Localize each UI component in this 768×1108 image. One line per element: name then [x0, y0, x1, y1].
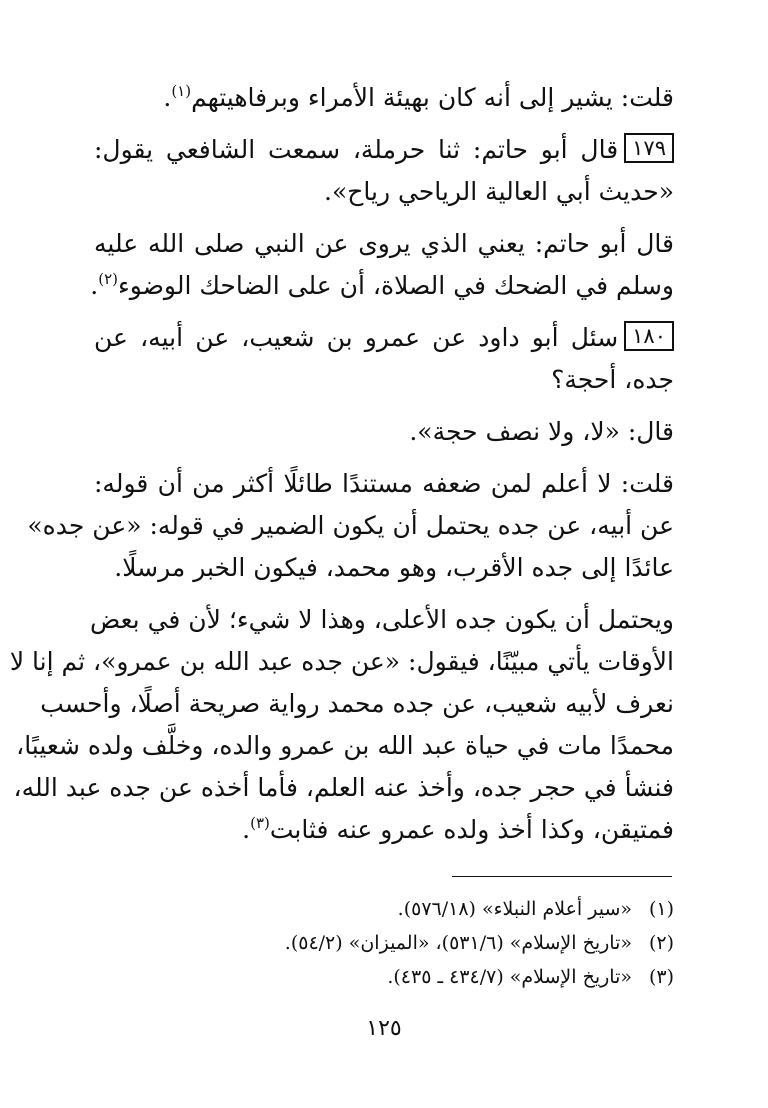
footnote-text: «تاريخ الإسلام» (٥٣١/٦)، «الميزان» (٥٤/٢).	[284, 932, 632, 954]
entry-number-box: ١٨٠	[624, 321, 674, 351]
paragraph-line	[94, 464, 674, 504]
footnote-mark: (٣)	[648, 966, 674, 988]
paragraph-line	[163, 78, 674, 118]
paragraph-text: قال أبو حاتم: يعني الذي يروى عن النبي صلى الله عليه	[94, 229, 674, 258]
footnote-mark: (١)	[648, 898, 674, 920]
footnote-mark: (٢)	[648, 932, 674, 954]
paragraph-line	[242, 810, 674, 850]
paragraph-text: محمدًا مات في حياة عبد الله بن عمرو والده، وخلَّف ولده شعيبًا،	[16, 731, 674, 760]
paragraph-line	[89, 600, 674, 640]
paragraph-end-punctuation: .	[163, 83, 172, 112]
footnote-3	[387, 962, 674, 992]
footnote-reference: (١)	[171, 82, 192, 100]
entry-text: جده، أحجة؟	[551, 365, 674, 394]
paragraph-line	[40, 684, 674, 724]
paragraph-line	[9, 642, 674, 682]
entry-text: قال أبو حاتم: ثنا حرملة، سمعت الشافعي يقول:	[94, 135, 619, 164]
entry-text: سئل أبو داود عن عمرو بن شعيب، عن أبيه، عن	[94, 323, 619, 352]
paragraph-line	[27, 506, 674, 546]
entry-179-line	[94, 130, 674, 170]
footnote-1	[398, 894, 674, 924]
paragraph-line	[94, 224, 674, 264]
footnote-reference: (٣)	[250, 814, 270, 832]
paragraph-text: الأوقات يأتي مبيّنًا، فيقول: «عن جده عبد الله بن عمرو»، ثم إنا لا	[9, 647, 674, 676]
paragraph-text: عن أبيه، عن جده يحتمل أن يكون الضمير في قوله: «عن جده»	[27, 511, 674, 540]
paragraph-text: نعرف لأبيه شعيب، عن جده محمد رواية صريحة أصلًا، وأحسب	[40, 689, 674, 718]
footnote-reference: (٢)	[98, 270, 119, 288]
paragraph-line	[90, 266, 674, 306]
entry-179-line	[324, 172, 674, 212]
paragraph-text: قلت: لا أعلم لمن ضعفه مستندًا طائلًا أكثر من أن قوله:	[94, 469, 674, 498]
entry-text: «حديث أبي العالية الرياحي رياح».	[324, 177, 674, 206]
paragraph-line	[16, 726, 674, 766]
paragraph-line	[409, 412, 674, 452]
footnote-separator	[452, 876, 672, 877]
footnote-2	[285, 928, 674, 958]
paragraph-line	[13, 768, 674, 808]
paragraph-text: قال: «لا، ولا نصف حجة».	[409, 417, 674, 446]
paragraph-text: قلت: يشير إلى أنه كان بهيئة الأمراء وبرفاهيتهم	[191, 83, 674, 112]
paragraph-text: فنشأ في حجر جده، وأخذ عنه العلم، فأما أخذه عن جده عبد الله،	[13, 773, 674, 802]
footnote-text: «سير أعلام النبلاء» (٥٧٦/١٨).	[397, 898, 632, 920]
paragraph-end-punctuation: .	[90, 271, 99, 300]
entry-180-line	[94, 318, 674, 358]
paragraph-end-punctuation: .	[242, 815, 251, 844]
page-number: ١٢٥	[366, 1016, 402, 1041]
paragraph-text: ويحتمل أن يكون جده الأعلى، وهذا لا شيء؛ لأن في بعض	[89, 605, 674, 634]
entry-number-box: ١٧٩	[624, 133, 674, 163]
footnote-text: «تاريخ الإسلام» (٤٣٤/٧ ـ ٤٣٥).	[387, 966, 632, 988]
paragraph-text: وسلم في الضحك في الصلاة، أن على الضاحك الوضوء	[118, 271, 674, 300]
paragraph-line	[114, 548, 674, 588]
paragraph-text: عائدًا إلى جده الأقرب، وهو محمد، فيكون الخبر مرسلًا.	[114, 553, 674, 582]
entry-180-line	[551, 360, 674, 400]
paragraph-text: فمتيقن، وكذا أخذ ولده عمرو عنه فثابت	[269, 815, 674, 844]
